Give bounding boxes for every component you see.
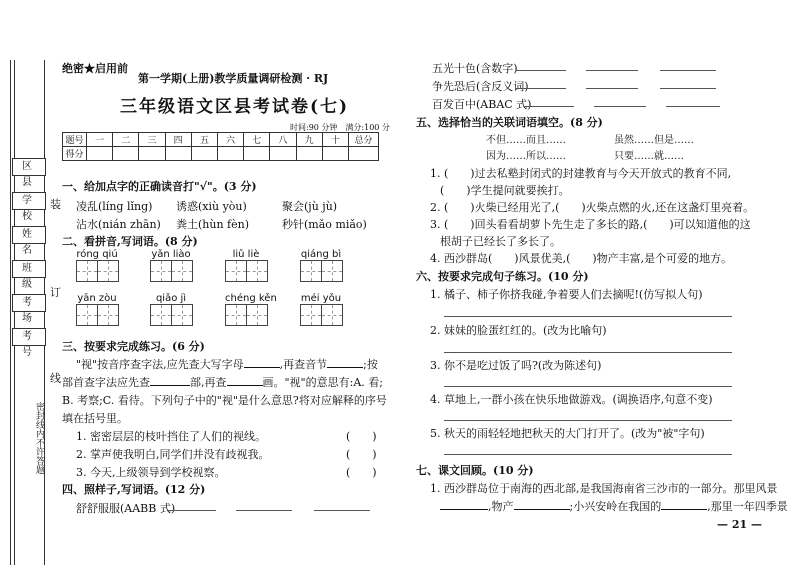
score-table-row-score [63,147,379,161]
answer-line[interactable] [444,420,732,421]
answer-blank[interactable] [514,500,570,510]
text: ,再查音节 [279,358,328,371]
writing-cell[interactable] [171,260,193,282]
answer-line[interactable] [586,70,638,71]
cell: 六 [217,133,243,147]
score-cell[interactable] [270,147,296,161]
pinyin-box-group[interactable] [300,249,342,285]
answer-line[interactable] [660,70,716,71]
q6-item: 1. 橘子、柿子你挤我碰,争着要人们去摘呢!(仿写拟人句) [430,288,703,301]
q6-item: 3. 你不是吃过饭了吗?(改为陈述句) [430,359,602,372]
q1-heading: 一、给加点字的正确读音打"√"。(3 分) [62,180,257,193]
writing-cell[interactable] [76,304,98,326]
writing-cell[interactable] [76,260,98,282]
pinyin-box-group[interactable] [225,249,267,285]
cell: 总分 [349,133,379,147]
answer-paren[interactable]: ( ) [346,466,377,479]
field-name: 姓 名 [12,226,46,244]
q5-option: 因为……所以…… [486,151,566,162]
writing-cell[interactable] [321,304,343,326]
text: "视"按音序查字法,应先查大写字母 [76,358,244,371]
q3-paragraph: 填在括号里。 [62,412,128,425]
q4-item: 舒舒服服(AABB 式) [76,502,176,515]
cell: 二 [113,133,139,147]
score-table [62,132,379,161]
q5-item: 1. ( )过去私塾封闭式的封建教育与今天开放式的教育不同, [430,167,732,180]
confidential-label: 绝密★启用前 [62,62,128,75]
q6-item: 2. 妹妹的脸蛋红红的。(改为比喻句) [430,324,607,337]
score-cell[interactable] [87,147,113,161]
text: ,物产 [488,500,514,513]
q4-heading: 四、照样子,写词语。(12 分) [62,483,206,496]
writing-cell[interactable] [171,304,193,326]
pinyin-box-group[interactable] [76,293,118,329]
text: ,那里一年四季景 [707,500,788,513]
q4-item: 争先恐后(含反义词) [432,80,529,93]
text: 画。"视"的意思有:A. 看; [262,376,383,389]
answer-line[interactable] [236,510,292,511]
score-cell[interactable] [165,147,191,161]
q3-heading: 三、按要求完成练习。(6 分) [62,340,205,353]
answer-line[interactable] [444,454,732,455]
writing-cell[interactable] [225,304,247,326]
answer-blank[interactable] [150,376,190,386]
cell: 一 [87,133,113,147]
answer-line[interactable] [586,88,638,89]
pinyin-box-group[interactable] [150,293,192,329]
writing-cell[interactable] [300,260,322,282]
q5-option: 虽然……但是…… [614,135,694,146]
writing-cell[interactable] [150,304,172,326]
pinyin-label: liǔ liè [232,249,260,260]
text: 部,再查 [190,376,227,389]
q1-option[interactable]: 凌乱(líng lǐng) [76,200,153,213]
q3-item: 1. 密密层层的枝叶挡住了人们的视线。 [76,430,266,443]
cell: 得分 [63,147,87,161]
writing-cell[interactable] [97,304,119,326]
pinyin-label: chéng kěn [225,293,277,304]
margin-mark-ding: 订 [50,286,61,299]
cell: 三 [139,133,165,147]
page-number: — 21 — [717,518,762,531]
pinyin-box-group[interactable] [300,293,342,329]
cell: 七 [244,133,270,147]
pinyin-label: róng qiú [76,249,118,260]
q5-option: 只要……就…… [614,151,684,162]
answer-blank[interactable] [327,358,363,368]
cell: 九 [296,133,322,147]
text: ;按 [363,358,378,371]
writing-cell[interactable] [150,260,172,282]
pinyin-label: qiáng bì [300,249,342,260]
answer-paren[interactable]: ( ) [346,448,377,461]
q6-heading: 六、按要求完成句子练习。(10 分) [416,270,589,283]
q4-item: 五光十色(含数字) [432,62,518,75]
score-cell[interactable] [322,147,348,161]
answer-line[interactable] [444,386,732,387]
answer-line[interactable] [314,510,370,511]
q7-line: 1. 西沙群岛位于南海的西北部,是我国海南省三沙市的一部分。那里风景 [430,482,778,495]
answer-blank[interactable] [440,500,488,510]
q3-paragraph [62,374,383,390]
pinyin-label: yǎn liào [151,249,191,260]
field-examno: 考 号 [12,328,46,346]
answer-blank[interactable] [244,358,280,368]
seal-note: 密封线内不许答题 [30,402,44,474]
field-class: 班 级 [12,260,46,278]
q3-paragraph: B. 考察;C. 看待。下列句子中的"视"是什么意思?将对应解释的序号 [62,394,387,407]
q4-item: 百发百中(ABAC 式) [432,98,532,111]
q6-item: 5. 秋天的雨轻轻地把秋天的大门打开了。(改为"被"字句) [430,427,705,440]
writing-cell[interactable] [97,260,119,282]
score-cell[interactable] [296,147,322,161]
answer-paren[interactable]: ( ) [346,430,377,443]
answer-line[interactable] [666,106,720,107]
q5-item: 3. ( )回头看看胡萝卜先生走了多长的路,( )可以知道他的这 [430,218,751,231]
writing-cell[interactable] [246,260,268,282]
q5-heading: 五、选择恰当的关联词语填空。(8 分) [416,116,603,129]
answer-line[interactable] [516,70,566,71]
field-room: 考 场 [12,294,46,312]
score-table-row-header [63,133,379,147]
score-cell[interactable] [191,147,217,161]
text: ;小兴安岭在我国的 [569,500,662,513]
writing-cell[interactable] [225,260,247,282]
q3-item: 2. 掌声使我明白,同学们并没有歧视我。 [76,448,270,461]
q1-option[interactable]: 粪土(hùn fèn) [176,218,249,231]
q5-item: 2. ( )火柴已经用光了,( )火柴点燃的火,还在这盏灯里亮着。 [430,201,755,214]
pinyin-box-group[interactable] [76,249,118,285]
field-district: 区 县 [12,158,46,176]
pinyin-label: méi yǒu [300,293,342,304]
score-cell[interactable] [244,147,270,161]
field-school: 学 校 [12,192,46,210]
answer-line[interactable] [524,106,574,107]
score-cell[interactable] [349,147,379,161]
exam-title: 三年级语文区县考试卷(七) [120,97,350,117]
pinyin-label: qiǎo jì [155,293,187,304]
answer-line[interactable] [594,106,646,107]
answer-line[interactable] [660,88,716,89]
pinyin-box-group[interactable] [225,293,277,329]
answer-blank[interactable] [661,500,707,510]
text: 部首查字法应先查 [62,376,150,389]
pinyin-label: yān zòu [77,293,117,304]
answer-line[interactable] [444,352,732,353]
pinyin-box-group[interactable] [150,249,192,285]
score-cell[interactable] [113,147,139,161]
q1-option[interactable]: 秒针(mǎo miǎo) [282,218,367,231]
cell: 八 [270,133,296,147]
writing-cell[interactable] [246,304,268,326]
q5-item: 4. 西沙群岛( )风景优美,( )物产丰富,是个可爱的地方。 [430,252,733,265]
q7-heading: 七、课文回顾。(10 分) [416,464,534,477]
writing-cell[interactable] [300,304,322,326]
q1-option[interactable]: 聚会(jù jù) [282,200,338,213]
margin-mark-zhuang: 装 [50,198,61,211]
q7-line [440,498,788,514]
time-score: 时间:90 分钟 满分:100 分 [290,123,390,132]
answer-line[interactable] [168,510,216,511]
cell: 五 [191,133,217,147]
answer-line[interactable] [516,88,566,89]
score-cell[interactable] [139,147,165,161]
q3-item: 3. 今天,上级领导到学校视察。 [76,466,226,479]
cell: 题号 [63,133,87,147]
q2-heading: 二、看拼音,写词语。(8 分) [62,235,198,248]
q6-item: 4. 草地上,一群小孩在快乐地做游戏。(调换语序,句意不变) [430,393,713,406]
answer-line[interactable] [444,316,732,317]
score-cell[interactable] [217,147,243,161]
answer-blank[interactable] [227,376,263,386]
exam-subtitle: 第一学期(上册)教学质量调研检测 · RJ [138,72,329,85]
cell: 四 [165,133,191,147]
q5-option: 不但……而且…… [486,135,566,146]
q5-item: ( )学生提问就要挨打。 [440,184,570,197]
q1-option[interactable]: 诱惑(xiù yòu) [176,200,247,213]
q3-paragraph [76,356,378,372]
margin-mark-xian: 线 [50,372,61,385]
cell: 十 [322,133,348,147]
q5-item: 根胡子已经长了多长了。 [440,235,561,248]
q1-option[interactable]: 沾水(nián zhān) [76,218,161,231]
writing-cell[interactable] [321,260,343,282]
